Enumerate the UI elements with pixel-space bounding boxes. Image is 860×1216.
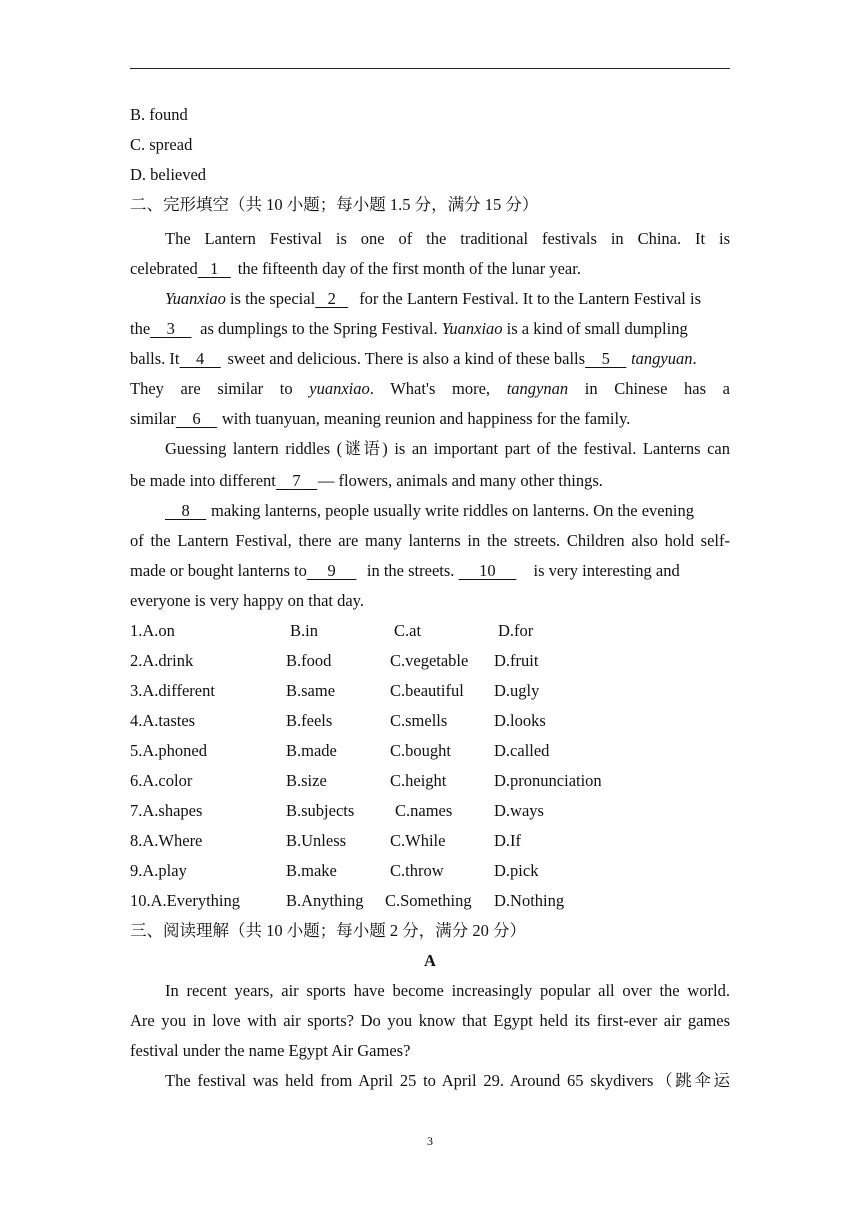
option-c: C.smells: [390, 711, 448, 730]
blank-4: 4: [196, 349, 205, 368]
section-2-heading: 二、完形填空（共 10 小题；每小题 1.5 分，满分 15 分）: [130, 195, 539, 214]
option-c: C.at: [394, 621, 422, 640]
page-number: 3: [427, 1134, 433, 1148]
reading-a-line2: Are you in love with air sports? Do you know that Egypt held its first-ever air games: [130, 1011, 730, 1030]
question-row: [130, 826, 730, 856]
option-c: C.throw: [390, 861, 444, 880]
option-a: 1.A.on: [130, 621, 175, 640]
option-c: C.Something: [385, 891, 472, 910]
reading-a-line3: festival under the name Egypt Air Games?: [130, 1041, 411, 1060]
passage-label: A: [424, 951, 436, 970]
option-a: 7.A.shapes: [130, 801, 203, 820]
option-d: D.fruit: [494, 651, 539, 670]
blank-2: 2: [327, 289, 336, 308]
option-a: 2.A.drink: [130, 651, 194, 670]
cloze-p1-line1: The Lantern Festival is one of the traditional festivals in China. It is: [165, 229, 730, 248]
section-3-heading: 三、阅读理解（共 10 小题；每小题 2 分，满分 20 分）: [130, 921, 526, 940]
cloze-p4-line4: everyone is very happy on that day.: [130, 591, 364, 610]
option-a: 9.A.play: [130, 861, 187, 880]
cloze-p2-line1: Yuanxiao is the special 2 for the Lantern Festival. It to the Lantern Festival is: [130, 284, 730, 314]
page-content: [130, 100, 730, 1096]
option-d: D.Nothing: [494, 891, 565, 910]
option-c: C.beautiful: [390, 681, 464, 700]
option-b: B.feels: [286, 711, 333, 730]
option-a: 4.A.tastes: [130, 711, 196, 730]
cloze-p4-line1: 8 making lanterns, people usually write riddles on lanterns. On the evening: [130, 496, 730, 526]
cloze-p2-line2: the 3 as dumplings to the Spring Festival. Yuanxiao is a kind of small dumpling: [130, 314, 730, 344]
header-rule: [130, 68, 730, 69]
option-d: D.pronunciation: [494, 771, 602, 790]
option-b: B.same: [286, 681, 336, 700]
option-a: 10.A.Everything: [130, 891, 240, 910]
option-c: C.vegetable: [390, 651, 469, 670]
question-row: [130, 736, 730, 766]
option-d: D.looks: [494, 711, 546, 730]
blank-7: 7: [292, 471, 301, 490]
cloze-p2-line4: They are similar to yuanxiao. What's more, tangynan in Chinese has a: [130, 379, 730, 398]
option-b: B.food: [286, 651, 332, 670]
reading-a-line1: In recent years, air sports have become increasingly popular all over the world.: [165, 981, 730, 1000]
option-c: C.names: [395, 801, 453, 820]
blank-5: 5: [601, 349, 610, 368]
cloze-p4-line2: of the Lantern Festival, there are many lanterns in the streets. Children also hold self-: [130, 531, 730, 550]
blank-1: 1: [210, 259, 219, 278]
question-row: [130, 616, 730, 646]
question-row: [130, 706, 730, 736]
cloze-p4-line3: made or bought lanterns to 9 in the streets. 10 is very interesting and: [130, 556, 730, 586]
option-b: B.size: [286, 771, 327, 790]
option-d: D.for: [498, 621, 534, 640]
option-b: B.Unless: [286, 831, 347, 850]
option-d: D.pick: [494, 861, 539, 880]
cloze-p2-line3: balls. It 4 sweet and delicious. There is also a kind of these balls 5 tangyuan.: [130, 344, 730, 374]
question-options: [130, 616, 730, 916]
option-c: C.bought: [390, 741, 451, 760]
option-c: C.height: [390, 771, 447, 790]
blank-6: 6: [192, 409, 201, 428]
blank-9: 9: [327, 561, 336, 580]
option-b: B.made: [286, 741, 337, 760]
cloze-p3-line2: be made into different 7 — flowers, animals and many other things.: [130, 466, 730, 496]
prev-option-b: B. found: [130, 105, 188, 124]
question-row: [130, 676, 730, 706]
prev-option-c: C. spread: [130, 135, 193, 154]
blank-10: 10: [479, 561, 496, 580]
cloze-p2-line5: similar 6 with tuanyuan, meaning reunion and happiness for the family.: [130, 404, 730, 434]
option-a: 3.A.different: [130, 681, 215, 700]
option-d: D.ways: [494, 801, 544, 820]
question-row: [130, 856, 730, 886]
question-row: [130, 646, 730, 676]
option-b: B.Anything: [286, 891, 364, 910]
option-d: D.called: [494, 741, 550, 760]
blank-8: 8: [181, 501, 190, 520]
option-c: C.While: [390, 831, 446, 850]
option-a: 6.A.color: [130, 771, 193, 790]
cloze-p1-line2: celebrated 1 the fifteenth day of the first month of the lunar year.: [130, 254, 730, 284]
question-row: [130, 886, 730, 916]
option-a: 5.A.phoned: [130, 741, 207, 760]
option-a: 8.A.Where: [130, 831, 203, 850]
prev-option-d: D. believed: [130, 165, 207, 184]
option-b: B.make: [286, 861, 337, 880]
option-d: D.If: [494, 831, 522, 850]
question-row: [130, 766, 730, 796]
blank-3: 3: [166, 319, 175, 338]
reading-a-line4: The festival was held from April 25 to April 29. Around 65 skydivers（跳伞运: [165, 1071, 730, 1090]
option-b: B.in: [290, 621, 318, 640]
option-d: D.ugly: [494, 681, 540, 700]
question-row: [130, 796, 730, 826]
option-b: B.subjects: [286, 801, 355, 820]
cloze-p3-line1: Guessing lantern riddles (谜语) is an important part of the festival. Lanterns can: [165, 439, 730, 458]
